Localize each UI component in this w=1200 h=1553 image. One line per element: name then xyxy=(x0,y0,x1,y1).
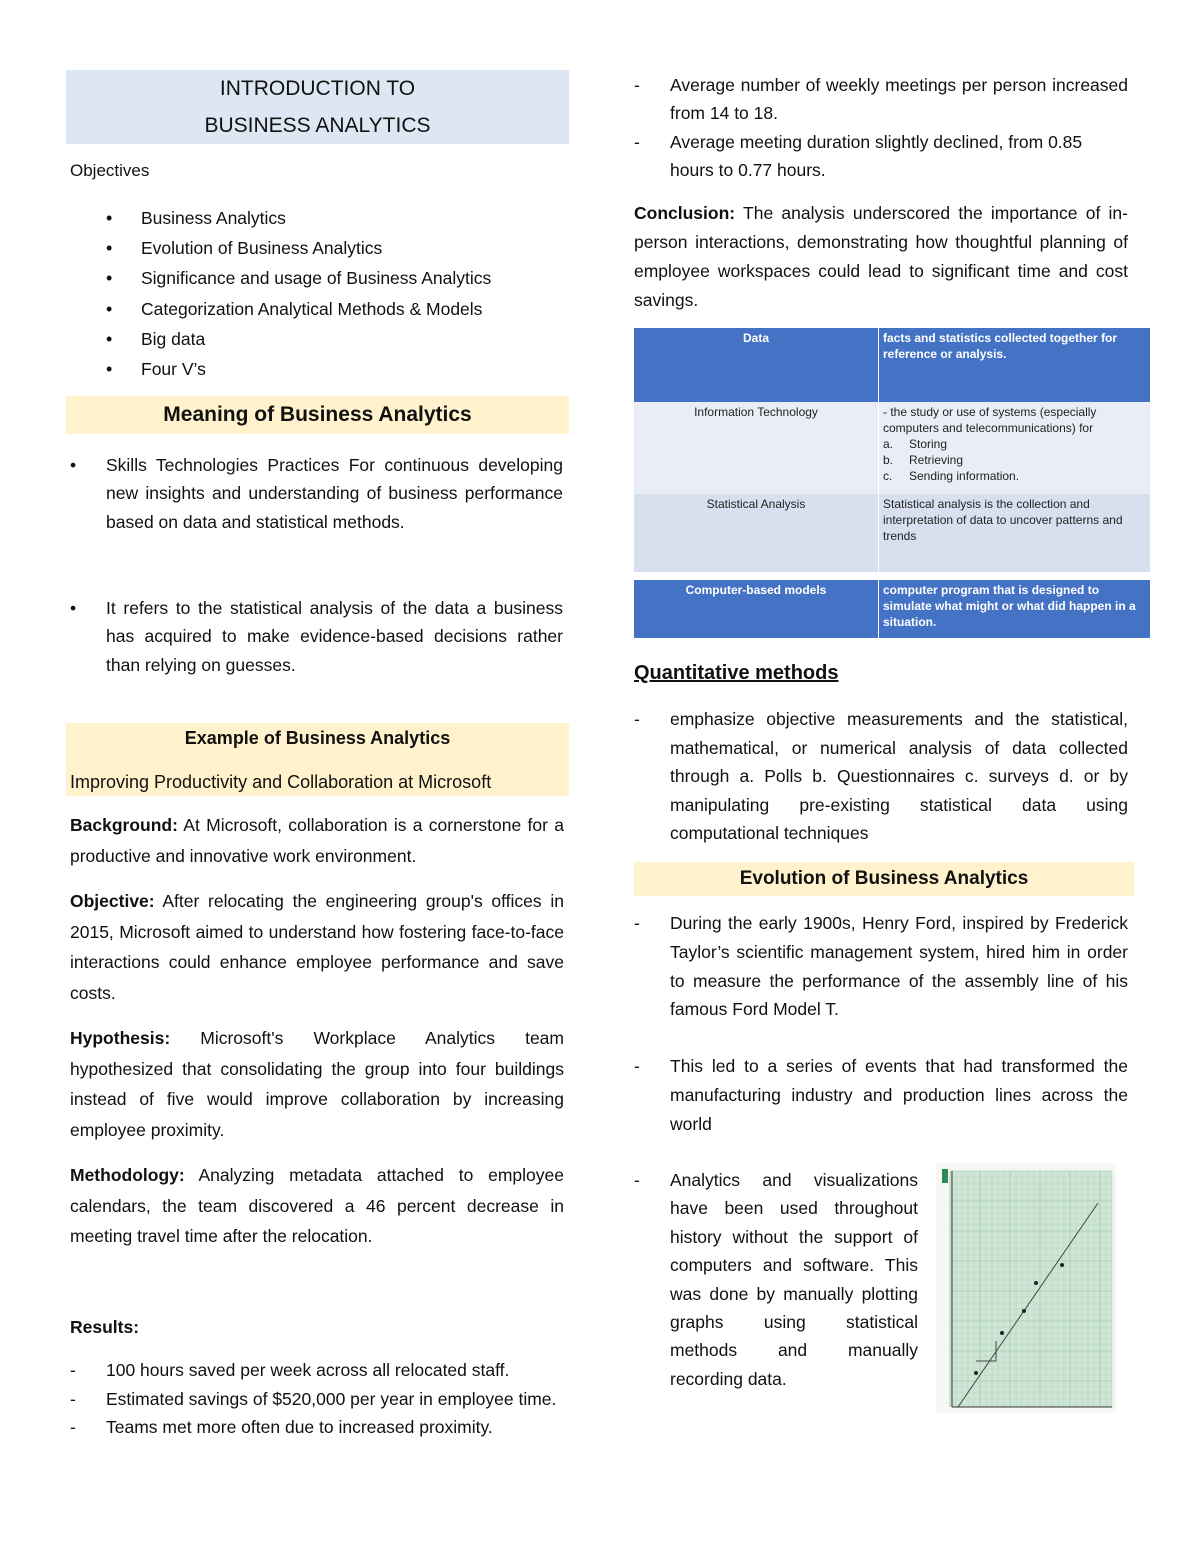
graph-point xyxy=(1060,1263,1064,1267)
meaning-heading: Meaning of Business Analytics xyxy=(66,396,569,434)
objective-label: Objective: xyxy=(70,891,155,911)
gap-cell xyxy=(634,572,879,580)
sub-marker: c. xyxy=(883,469,893,483)
table-row xyxy=(634,402,1150,494)
objective-text: After relocating the engineering group's offices in 2015, Microsoft aimed to understand how fostering face-to-face interactions could enhance employee performance and save costs. xyxy=(70,891,564,1003)
table-cell-definition xyxy=(879,402,1151,494)
table-gap xyxy=(634,572,1150,580)
conclusion-label: Conclusion: xyxy=(634,203,736,223)
objective-paragraph xyxy=(70,886,564,1008)
evolution-text: This led to a series of events that had transformed the manufacturing industry and production lines across the world xyxy=(670,1056,1128,1134)
bullet-text: It refers to the statistical analysis of the data a business has acquired to make evidence-based decisions rather than relying on guesses. xyxy=(106,598,563,675)
meaning-bullet-2 xyxy=(70,594,563,679)
dash-marker: - xyxy=(70,1388,76,1409)
objectives-list xyxy=(70,205,491,386)
list-item: • Four V’s xyxy=(70,356,491,386)
list-item: • Big data xyxy=(70,326,491,356)
gap-cell xyxy=(879,572,1151,580)
definitions-table xyxy=(634,328,1150,638)
table-row xyxy=(634,328,1150,402)
list-item: • Evolution of Business Analytics xyxy=(70,235,491,265)
dash-marker: - xyxy=(634,75,640,95)
hypothesis-text: Microsoft's Workplace Analytics team hypothesized that consolidating the group into four buildings instead of five would improve collaboration by increasing employee proximity. xyxy=(70,1028,564,1140)
methodology-paragraph xyxy=(70,1160,564,1252)
results-label-text: Results: xyxy=(70,1317,140,1337)
dash-marker: - xyxy=(70,1360,76,1380)
graph-point xyxy=(1000,1331,1004,1335)
background-label: Background: xyxy=(70,815,178,835)
evolution-heading: Evolution of Business Analytics xyxy=(634,862,1134,896)
objectives-label: Objectives xyxy=(70,161,150,180)
bullet-dot: • xyxy=(70,455,77,475)
table-cell-term: Computer-based models xyxy=(634,580,879,638)
table-cell-definition: Statistical analysis is the collection and interpretation of data to uncover patterns and trends xyxy=(879,494,1151,572)
table-cell-definition: facts and statistics collected together for reference or analysis. xyxy=(879,328,1151,402)
graph-point xyxy=(974,1371,978,1375)
table-cell-definition: computer program that is designed to simulate what might or what did happen in a situation. xyxy=(879,580,1151,638)
result-text: Average meeting duration slightly declined, from 0.85 hours to 0.77 hours. xyxy=(670,132,1083,181)
bullet-text: Skills Technologies Practices For continuous developing new insights and understanding of business performance based on data and statistical methods. xyxy=(106,455,563,532)
background-paragraph xyxy=(70,810,564,871)
evolution-item-2 xyxy=(634,1052,1128,1138)
methodology-text: Analyzing metadata attached to employee calendars, the team discovered a 46 percent decrease in meeting travel time after the relocation. xyxy=(70,1165,564,1246)
conclusion-paragraph xyxy=(634,199,1128,315)
graph-point xyxy=(1022,1309,1026,1313)
dash-marker: - xyxy=(634,709,640,729)
dash-marker: - xyxy=(634,1056,640,1076)
list-item xyxy=(70,1356,564,1385)
table-cell-term: Information Technology xyxy=(634,402,879,494)
title-line-2: BUSINESS ANALYTICS xyxy=(204,114,431,137)
evolution-text: During the early 1900s, Henry Ford, inspired by Frederick Taylor’s scientific management system, hired him in order to measure the performance of the assembly line of his famous Ford Model T. xyxy=(670,913,1128,1020)
example-heading: Example of Business Analytics xyxy=(184,728,451,748)
dash-marker: - xyxy=(634,913,640,933)
title-line-1: INTRODUCTION TO xyxy=(219,77,416,100)
example-banner xyxy=(66,723,569,796)
results-label xyxy=(70,1312,564,1343)
sub-marker: b. xyxy=(883,453,894,467)
sub-text: Retrieving xyxy=(909,453,964,467)
sub-item xyxy=(883,468,1146,484)
conclusion-text: The analysis underscored the importance of in-person interactions, demonstrating how thoughtful planning of employee workspaces could lead to significant time and cost savings. xyxy=(634,203,1128,310)
page-title xyxy=(66,70,569,144)
definition-text: - the study or use of systems (especially computers and telecommunications) for xyxy=(883,405,1097,435)
graph-corner-mark xyxy=(942,1169,948,1183)
evolution-item-3 xyxy=(634,1166,918,1393)
table-cell-term: Statistical Analysis xyxy=(634,494,879,572)
quantitative-heading: Quantitative methods xyxy=(634,662,839,684)
list-item: • Categorization Analytical Methods & Models xyxy=(70,296,491,326)
sub-marker: a. xyxy=(883,437,894,451)
sub-item xyxy=(883,436,1146,452)
hypothesis-label: Hypothesis: xyxy=(70,1028,171,1048)
bullet-dot: • xyxy=(70,598,77,618)
quantitative-text: emphasize objective measurements and the statistical, mathematical, or numerical analysis of data collected through a. Polls b. Questionnaires c. surveys d. or by manipulating pre-existing statistical data using computational techniques xyxy=(670,709,1128,844)
methodology-label: Methodology: xyxy=(70,1165,185,1185)
result-item-4 xyxy=(634,71,1128,128)
list-item xyxy=(70,1385,564,1414)
table-row xyxy=(634,580,1150,638)
result-item-5 xyxy=(634,128,1128,185)
evolution-item-1 xyxy=(634,909,1128,1024)
sub-item xyxy=(883,452,1146,468)
result-text: 100 hours saved per week across all relocated staff. xyxy=(106,1360,510,1380)
example-subheading: Improving Productivity and Collaboration at Microsoft xyxy=(70,772,492,792)
result-text: Estimated savings of $520,000 per year in employee time. xyxy=(106,1388,557,1409)
graph-point xyxy=(1034,1281,1038,1285)
table-cell-term: Data xyxy=(634,328,879,402)
evolution-text: Analytics and visualizations have been used throughout history without the support of computers and software. This was done by manually plotting graphs using statistical methods and manually recording data. xyxy=(670,1170,918,1389)
dash-marker: - xyxy=(70,1417,76,1437)
result-text: Teams met more often due to increased proximity. xyxy=(106,1417,493,1437)
sub-text: Sending information. xyxy=(909,469,1020,483)
table-row xyxy=(634,494,1150,572)
hypothesis-paragraph xyxy=(70,1023,564,1145)
meaning-bullet-1 xyxy=(70,451,563,536)
list-item: • Significance and usage of Business Analytics xyxy=(70,265,491,295)
list-item: • Business Analytics xyxy=(70,205,491,235)
result-text: Average number of weekly meetings per person increased from 14 to 18. xyxy=(670,75,1128,124)
dash-marker: - xyxy=(634,1170,640,1190)
hand-plotted-graph-image xyxy=(936,1163,1116,1413)
sub-text: Storing xyxy=(909,437,948,451)
results-list xyxy=(70,1356,564,1442)
dash-marker: - xyxy=(634,132,640,152)
quantitative-item xyxy=(634,705,1128,848)
list-item xyxy=(70,1413,564,1442)
background-text: At Microsoft, collaboration is a cornerstone for a productive and innovative work environment. xyxy=(70,815,564,866)
